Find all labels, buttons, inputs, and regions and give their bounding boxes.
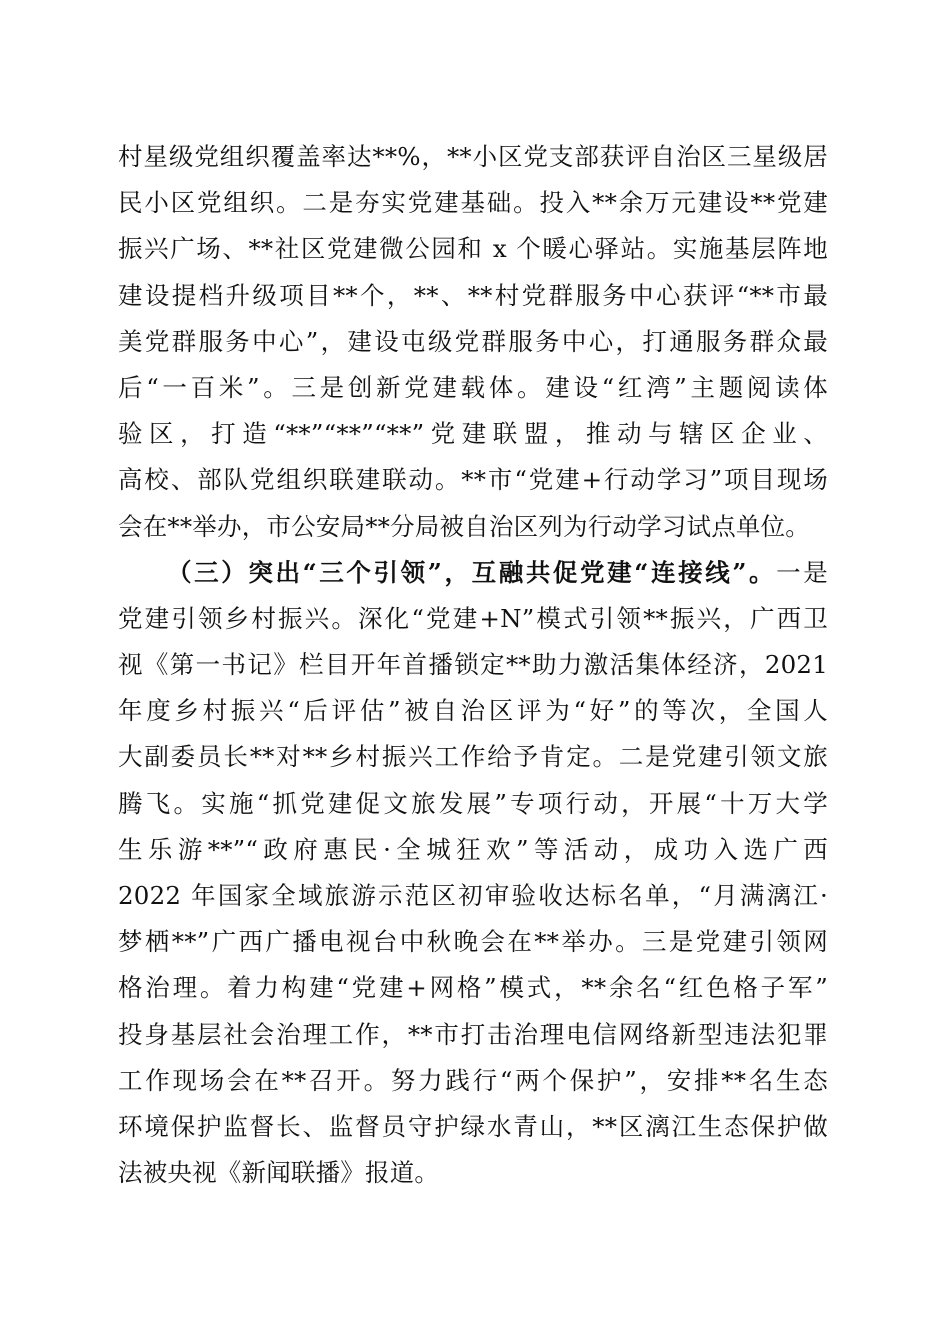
paragraph-line: 会在**举办，市公安局**分局被自治区列为行动学习试点单位。 [118, 511, 810, 541]
paragraph-line: 村星级党组织覆盖率达**%，**小区党支部获评自治区三星级居 [118, 142, 828, 171]
paragraph-line: 法被央视《新闻联播》报道。 [118, 1158, 440, 1188]
paragraph-line: 高校、部队党组织联建联动。**市“党建+行动学习”项目现场 [118, 465, 828, 495]
paragraph-line: 大副委员长**对**乡村振兴工作给予肯定。二是党建引领文旅 [118, 742, 828, 772]
paragraph-line: 后“一百米”。三是创新党建载体。建设“红湾”主题阅读体 [118, 372, 828, 402]
paragraph-line: 振兴广场、**社区党建微公园和 x 个暖心驿站。实施基层阵地 [118, 234, 828, 264]
paragraph-line: 验区，打造“**”“**”“**”党建联盟，推动与辖区企业、 [118, 419, 828, 449]
paragraph-line: 视《第一书记》栏目开年首播锁定**助力激活集体经济，2021 [118, 650, 828, 680]
section-heading-continuation: 一是 [776, 557, 828, 587]
section-heading-line [118, 550, 828, 596]
document-body [118, 134, 828, 1196]
paragraph-line: 年度乡村振兴“后评估”被自治区评为“好”的等次，全国人 [118, 696, 828, 726]
paragraph-line: 格治理。着力构建“党建+网格”模式，**余名“红色格子军” [118, 973, 828, 1003]
paragraph-line: 工作现场会在**召开。努力践行“两个保护”，安排**名生态 [118, 1065, 828, 1095]
paragraph-line: 环境保护监督长、监督员守护绿水青山，**区漓江生态保护做 [118, 1111, 828, 1141]
paragraph-line: 民小区党组织。二是夯实党建基础。投入**余万元建设**党建 [118, 188, 828, 218]
paragraph-line: 2022 年国家全域旅游示范区初审验收达标名单，“月满漓江· [118, 881, 828, 910]
section-heading: （三）突出“三个引领”，互融共促党建“连接线”。 [167, 557, 777, 587]
paragraph-line: 党建引领乡村振兴。深化“党建+N”模式引领**振兴，广西卫 [118, 603, 828, 633]
paragraph-line: 梦栖**”广西广播电视台中秋晚会在**举办。三是党建引领网 [118, 927, 828, 957]
paragraph-line: 美党群服务中心”，建设屯级党群服务中心，打通服务群众最 [118, 326, 828, 356]
paragraph-line: 投身基层社会治理工作，**市打击治理电信网络新型违法犯罪 [118, 1019, 828, 1049]
paragraph-line: 建设提档升级项目**个，**、**村党群服务中心获评“**市最 [118, 280, 828, 310]
paragraph-line: 腾飞。实施“抓党建促文旅发展”专项行动，开展“十万大学 [118, 788, 828, 818]
paragraph-line: 生乐游**”“政府惠民·全城狂欢”等活动，成功入选广西 [118, 834, 828, 864]
